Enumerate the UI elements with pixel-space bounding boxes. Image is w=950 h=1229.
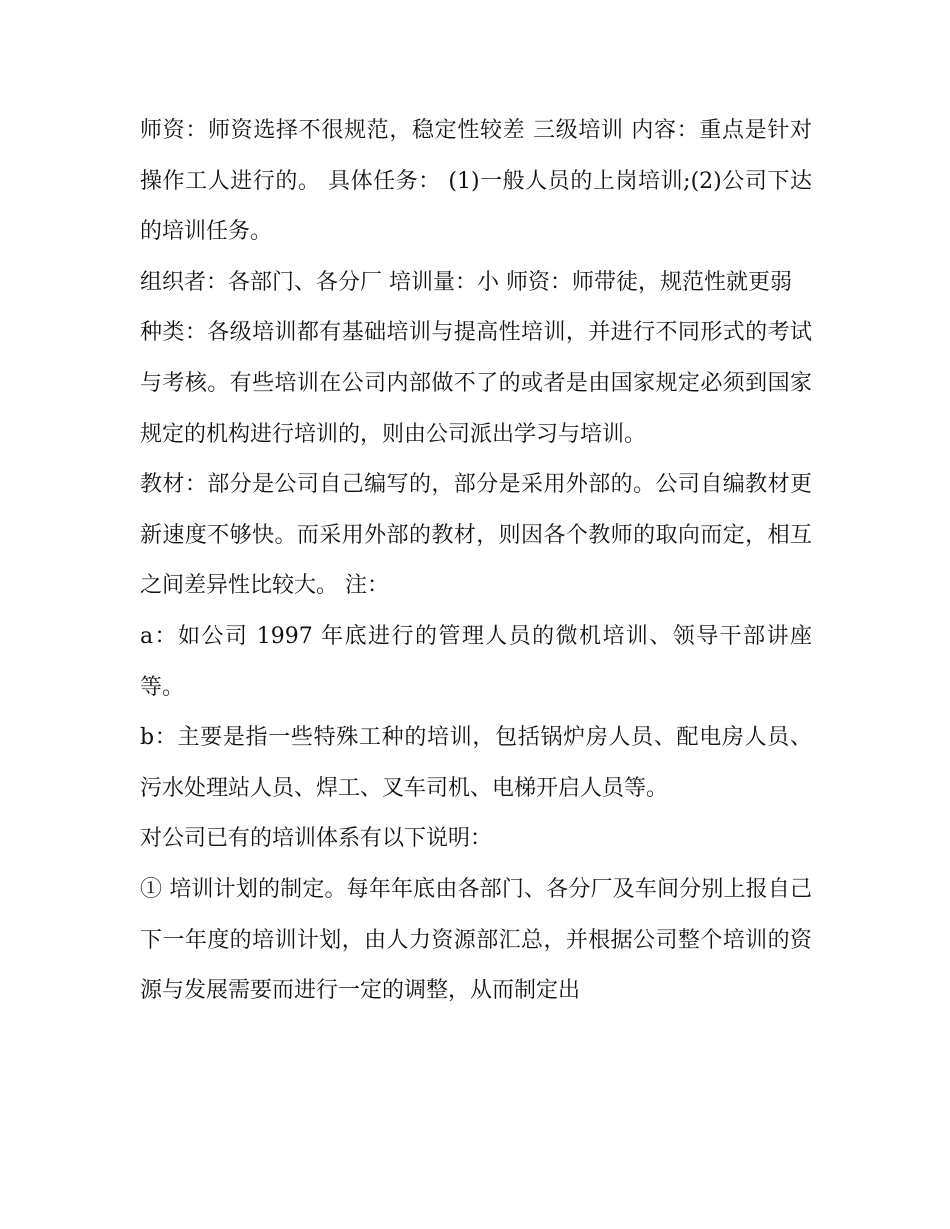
paragraph-teachers-level3: 师资：师资选择不很规范，稳定性较差 三级培训 内容：重点是针对操作工人进行的。 具体任务： (1)一般人员的上岗培训;(2)公司下达的培训任务。	[140, 118, 812, 245]
paragraph-organizer: 组织者：各部门、各分厂 培训量：小 师资：师带徒，规范性就更弱	[140, 269, 792, 295]
paragraph-materials: 教材：部分是公司自己编写的，部分是采用外部的。公司自编教材更新速度不够快。而采用外部的教材，则因各个教师的取向而定，相互之间差异性比较大。 注：	[140, 472, 812, 599]
paragraph-plan-making: ① 培训计划的制定。每年年底由各部门、各分厂及车间分别上报自己下一年度的培训计划，由人力资源部汇总，并根据公司整个培训的资源与发展需要而进行一定的调整，从而制定出	[140, 876, 812, 1004]
paragraph-system-intro: 对公司已有的培训体系有以下说明：	[140, 826, 493, 852]
paragraph-types: 种类：各级培训都有基础培训与提高性培训，并进行不同形式的考试与考核。有些培训在公司内部做不了的或者是由国家规定必须到国家规定的机构进行培训的，则由公司派出学习与培训。	[140, 320, 812, 447]
document-body	[140, 106, 812, 1017]
paragraph-note-b: b：主要是指一些特殊工种的培训，包括锅炉房人员、配电房人员、污水处理站人员、焊工、叉车司机、电梯开启人员等。	[140, 725, 812, 801]
paragraph-note-a: a：如公司 1997 年底进行的管理人员的微机培训、领导干部讲座等。	[140, 623, 812, 700]
